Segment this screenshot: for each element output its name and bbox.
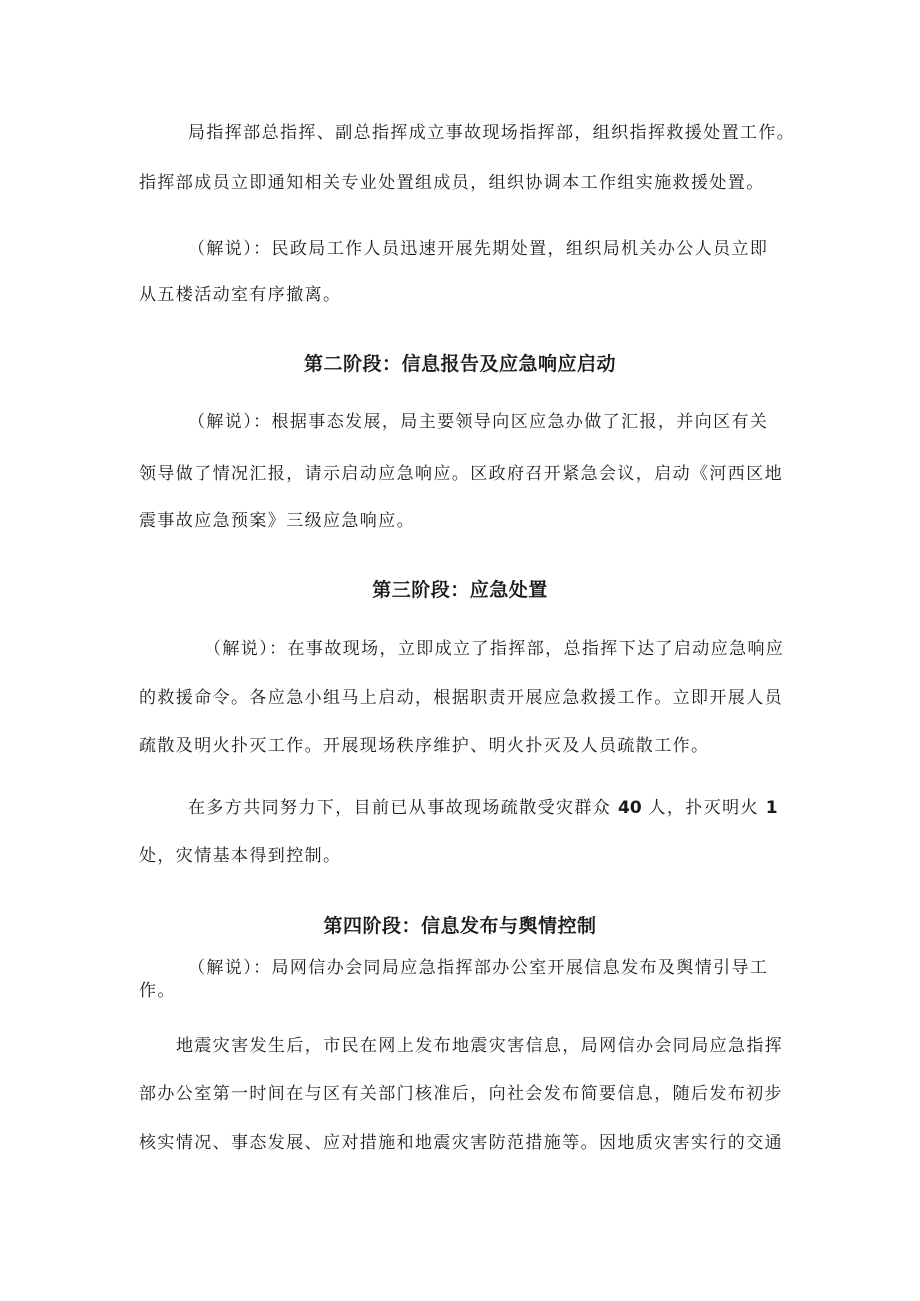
section-heading-stage-2: 第二阶段：信息报告及应急响应启动 xyxy=(303,353,616,375)
paragraph-5-line-2: 处，灾情基本得到控制。 xyxy=(139,846,342,866)
paragraph-4-line-3: 疏散及明火扑灭工作。开展现场秩序维护、明火扑灭及人员疏散工作。 xyxy=(139,736,710,756)
paragraph-7-line-2: 部办公室第一时间在与区有关部门核准后，向社会发布简要信息，随后发布初步 xyxy=(139,1084,783,1104)
paragraph-7-line-3: 核实情况、事态发展、应对措施和地震灾害防范措施等。因地质灾害实行的交通 xyxy=(139,1133,783,1153)
paragraph-5-line-1 xyxy=(188,797,778,819)
paragraph-5-text-a: 在多方共同努力下，目前已从事故现场疏散受灾群众 xyxy=(188,798,612,818)
evacuated-count: 40 xyxy=(618,798,642,818)
paragraph-5-text-b: 人，扑灭明火 xyxy=(648,798,759,818)
paragraph-3-line-3: 震事故应急预案》三级应急响应。 xyxy=(139,511,415,531)
paragraph-3-line-1: （解说）：根据事态发展，局主要领导向区应急办做了汇报，并向区有关 xyxy=(188,412,769,432)
paragraph-1-line-1: 局指挥部总指挥、副总指挥成立事故现场指挥部，组织指挥救援处置工作。 xyxy=(188,123,796,143)
section-heading-stage-3: 第三阶段：应急处置 xyxy=(372,579,548,601)
paragraph-6-line-1: （解说）：局网信办会同局应急指挥部办公室开展信息发布及舆情引导工 xyxy=(188,958,769,978)
paragraph-2-line-1: （解说）：民政局工作人员迅速开展先期处置，组织局机关办公人员立即 xyxy=(188,239,769,259)
section-heading-stage-4: 第四阶段：信息发布与舆情控制 xyxy=(323,915,597,937)
paragraph-7-line-1: 地震灾害发生后，市民在网上发布地震灾害信息，局网信办会同局应急指挥 xyxy=(176,1036,784,1056)
paragraph-2-line-2: 从五楼活动室有序撤离。 xyxy=(139,285,342,305)
fire-count: 1 xyxy=(765,798,778,818)
paragraph-6-line-2: 作。 xyxy=(139,981,176,1001)
paragraph-3-line-2: 领导做了情况汇报，请示启动应急响应。区政府召开紧急会议，启动《河西区地 xyxy=(139,464,783,484)
paragraph-4-line-1: （解说）：在事故现场，立即成立了指挥部，总指挥下达了启动应急响应 xyxy=(204,639,785,659)
paragraph-4-line-2: 的救援命令。各应急小组马上启动，根据职责开展应急救援工作。立即开展人员 xyxy=(139,688,783,708)
paragraph-1-line-2: 指挥部成员立即通知相关专业处置组成员，组织协调本工作组实施救援处置。 xyxy=(139,173,765,193)
